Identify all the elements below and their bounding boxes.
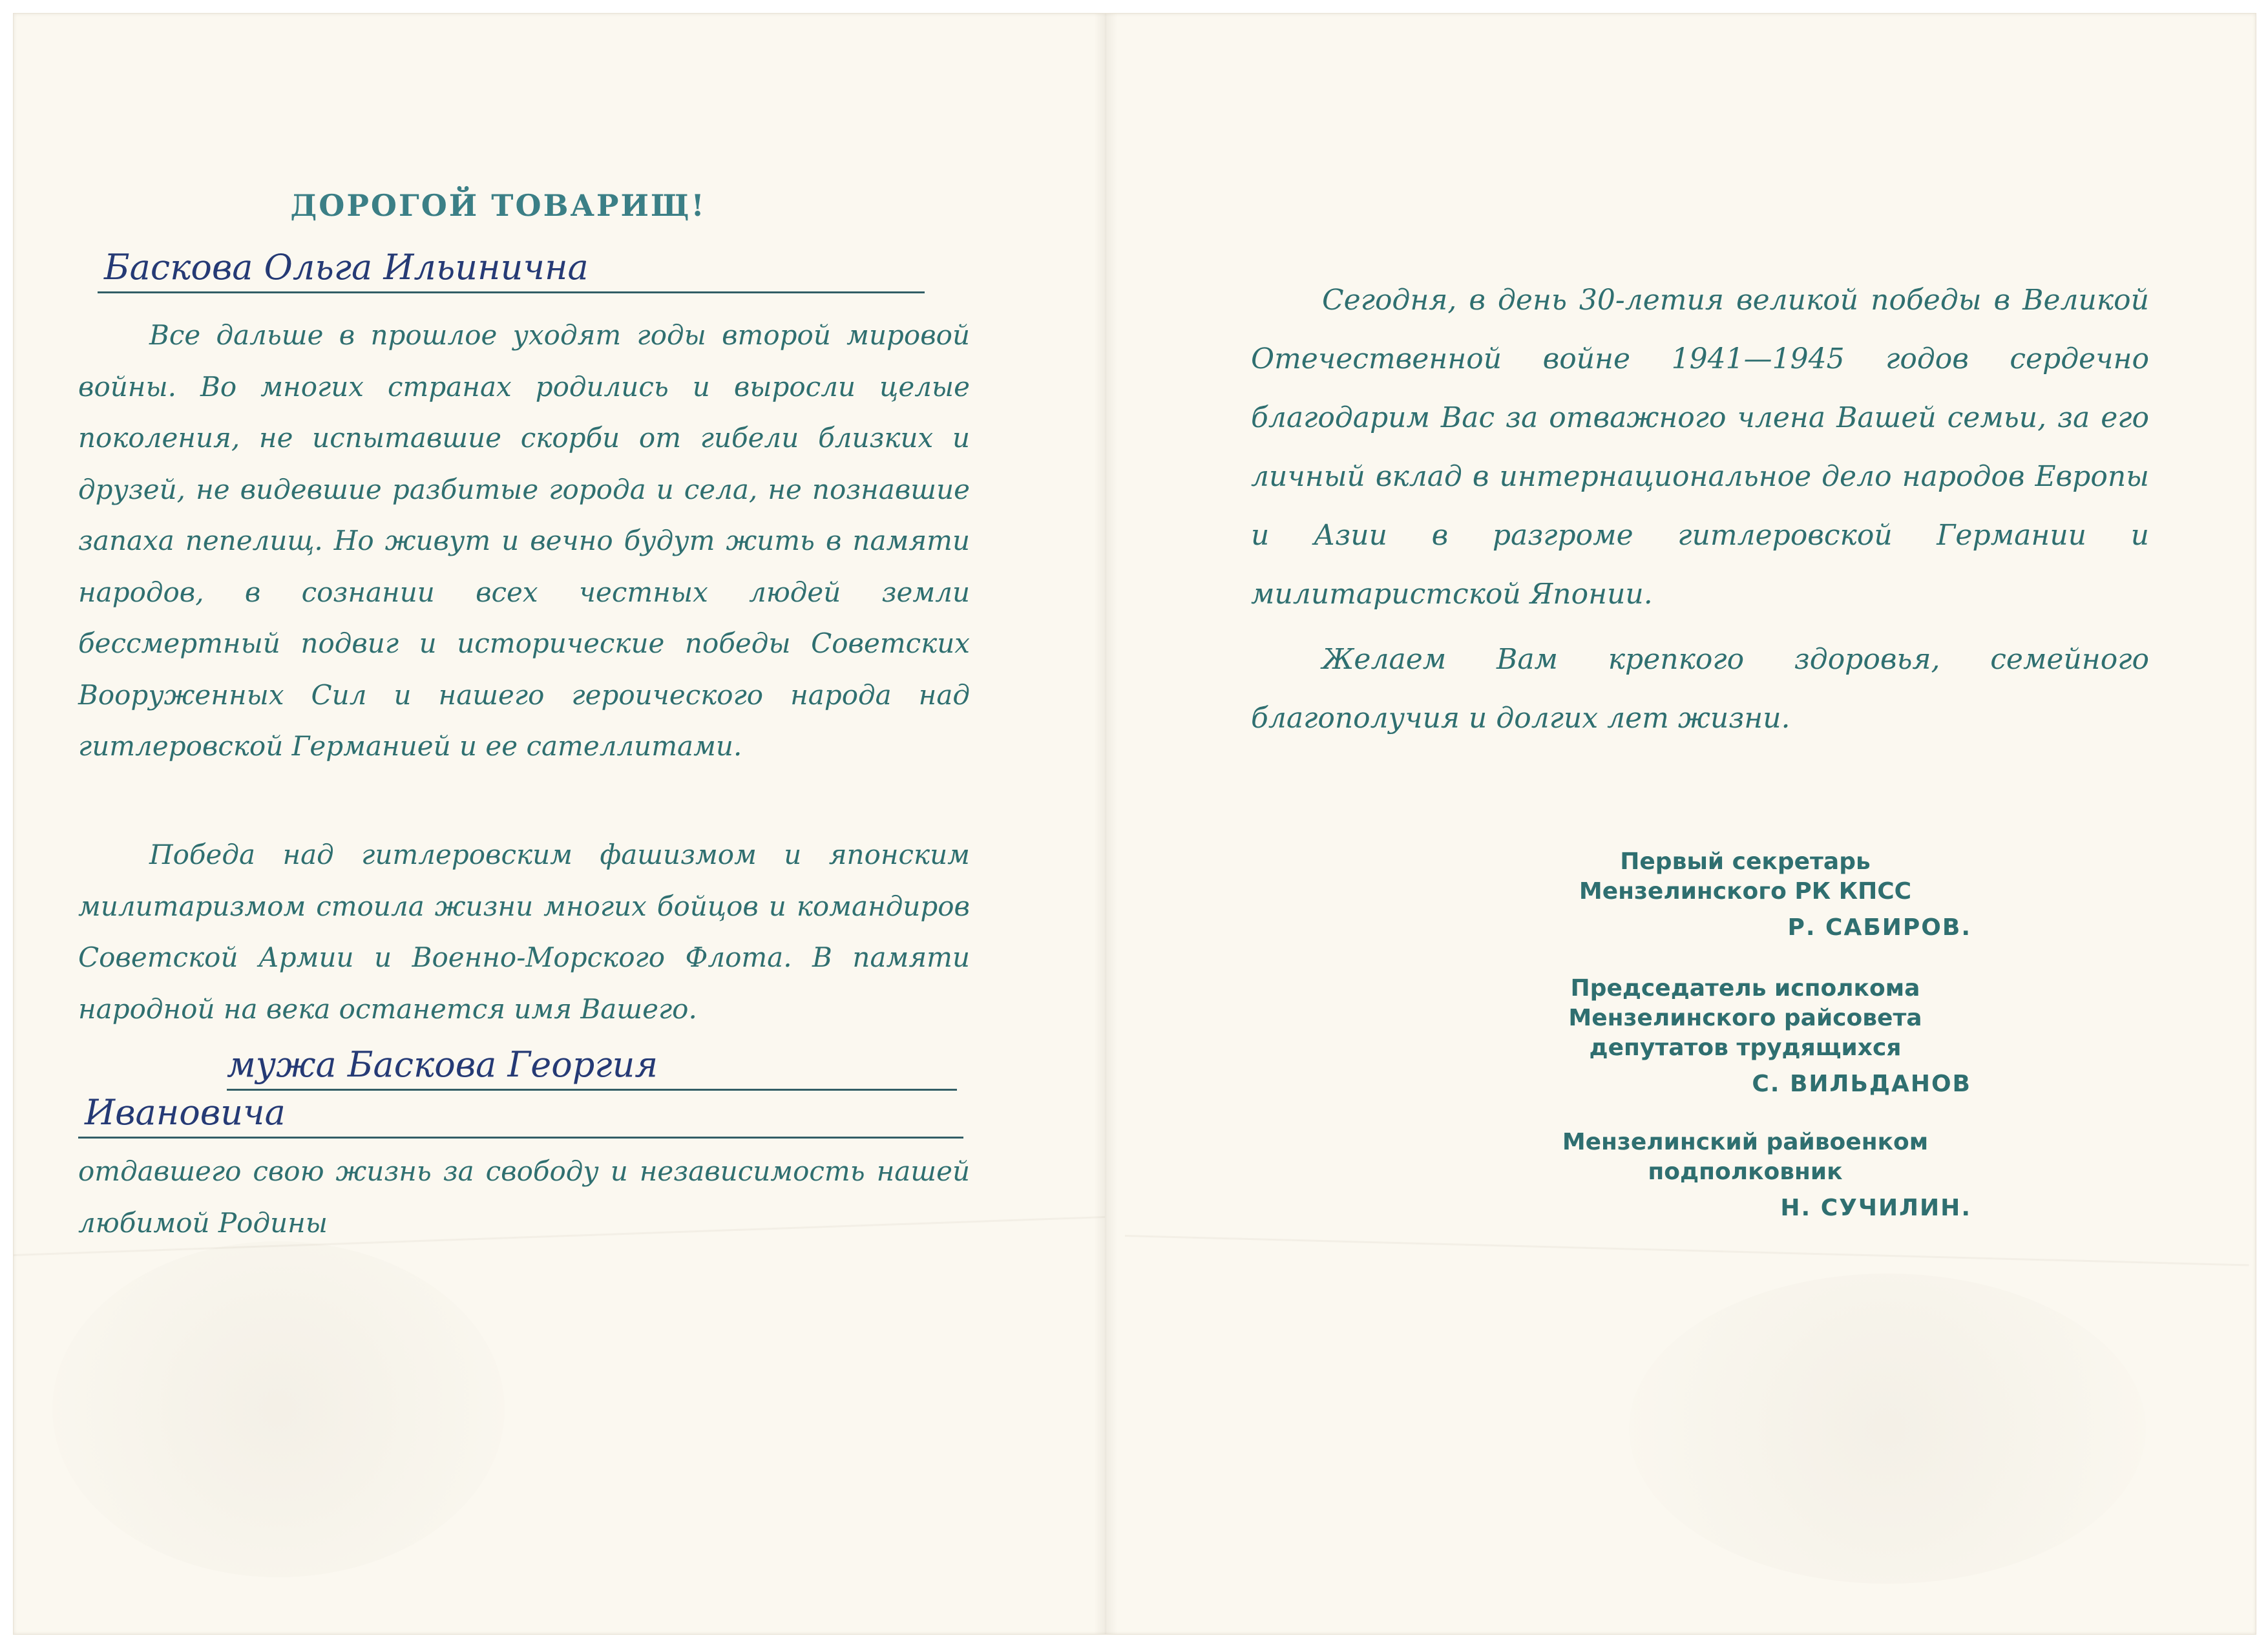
paragraph-gratitude <box>1251 271 2149 624</box>
letter-sheet <box>13 13 2256 1635</box>
paragraph-gratitude-text: Сегодня, в день 30-летия великой победы в Великой Отечественной войне 1941—1945 годов сердечно благодарим Вас за отважного члена Вашей семьи, за его личный вклад в интернациональное дело народов Европы и Азии в разгроме гитлеровской Германии и милитаристской Японии. <box>1251 284 2149 611</box>
paragraph-memory-text: Все дальше в прошлое уходят годы второй мировой войны. Во многих странах родились и выросли целые поколения, не испытавшие скорби от гибели близких и друзей, не видевшие разбитые города и села, не познавшие запаха пепелищ. Но живут и вечно будут жить в памяти народов, в сознании всех честных людей земли бессмертный подвиг и исторические победы Советских Вооруженных Сил и нашего героического народа над гитлеровской Германией и ее сателлитами. <box>78 319 970 762</box>
paragraph-victory-text: Победа над гитлеровским фашизмом и японским милитаризмом стоила жизни многих бойцов и командиров Советской Армии и Военно-Морского Флота. В памяти народной на века останется имя Вашего. <box>78 839 970 1025</box>
paragraph-sacrifice: отдавшего свою жизнь за свободу и независимость нашей любимой Родины <box>78 1155 970 1239</box>
signatory-name: Р. САБИРОВ. <box>1787 914 1971 941</box>
signatory-title: депутатов трудящихся <box>1589 1035 1902 1061</box>
paragraph-memory <box>78 310 970 772</box>
relative-name-line <box>227 1041 957 1091</box>
signatory-name: С. ВИЛЬДАНОВ <box>1752 1071 1971 1097</box>
relative-name-handwritten-2: Ивановича <box>85 1092 286 1133</box>
paragraph-victory <box>78 829 970 1035</box>
signatory-military-commissar <box>1500 1128 1991 1223</box>
signatory-title: Мензелинского РК КПСС <box>1579 878 1912 905</box>
greeting-heading: ДОРОГОЙ ТОВАРИЩ! <box>290 188 706 223</box>
signatory-title: Председатель исполкома <box>1570 975 1920 1002</box>
left-page <box>14 14 1106 1634</box>
recipient-name-handwritten: Баскова Ольга Ильинична <box>104 247 589 288</box>
paragraph-wishes-text: Желаем Вам крепкого здоровья, семейного благополучия и долгих лет жизни. <box>1251 643 2149 735</box>
recipient-name-line <box>98 246 925 293</box>
relative-name-handwritten-1: мужа Баскова Георгия <box>227 1044 658 1085</box>
signatory-title: Первый секретарь <box>1620 848 1871 875</box>
signatory-title: Мензелинский райвоенком <box>1562 1129 1929 1155</box>
right-page <box>1106 14 2256 1634</box>
relative-name-line-continued <box>78 1090 963 1139</box>
paragraph-wishes <box>1251 630 2149 748</box>
signatory-party-secretary <box>1500 847 1991 943</box>
signatory-title: Мензелинского райсовета <box>1568 1005 1922 1031</box>
signatory-name: Н. СУЧИЛИН. <box>1780 1195 1971 1221</box>
signatory-executive-chairman <box>1500 974 1991 1099</box>
signatory-title: подполковник <box>1648 1159 1843 1185</box>
